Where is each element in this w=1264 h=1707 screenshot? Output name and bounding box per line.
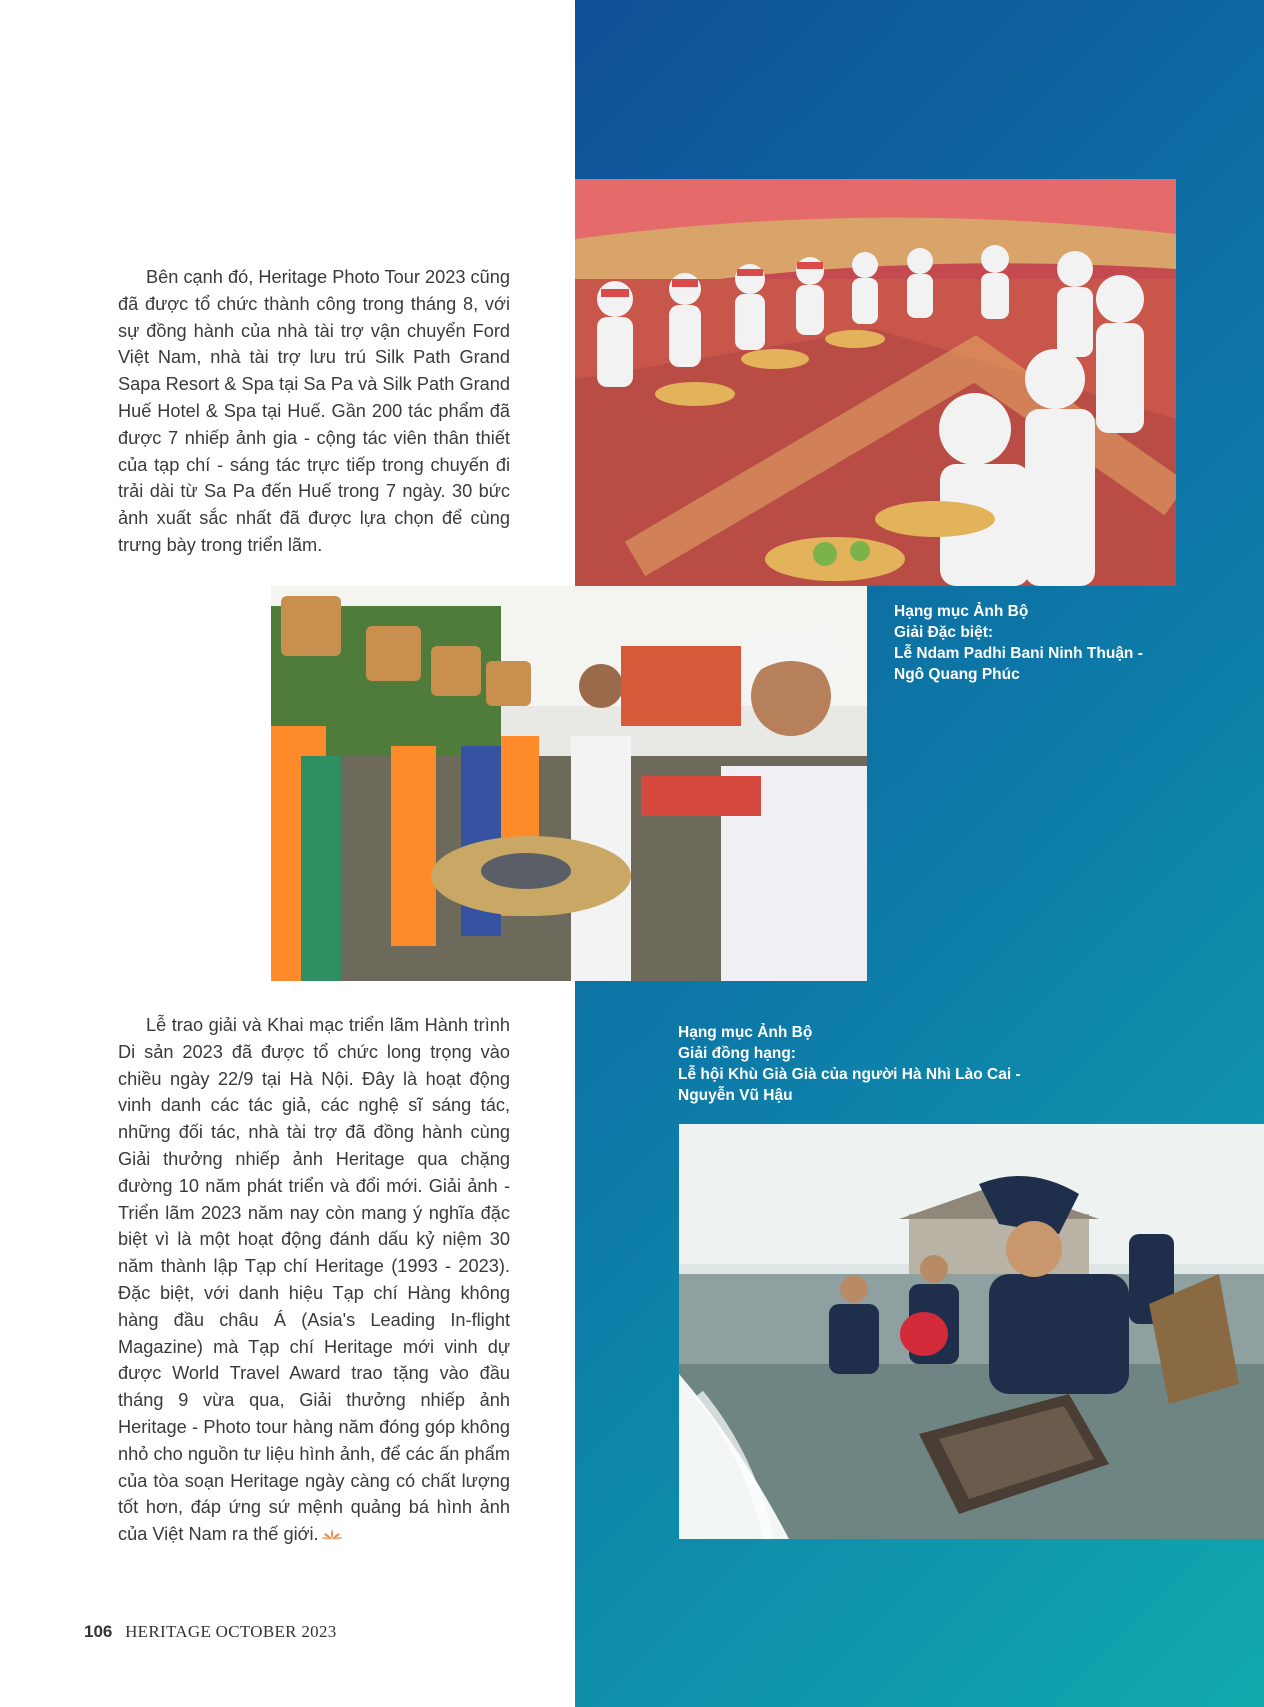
caption-tied-title: Lễ hội Khù Già Già của người Hà Nhì Lào Cai - [678, 1066, 1021, 1083]
page-number: 106 [84, 1622, 113, 1641]
lotus-icon [321, 1528, 343, 1540]
caption-special-title: Lễ Ndam Padhi Bani Ninh Thuận - [894, 645, 1143, 662]
article-paragraph-2-text: Lễ trao giải và Khai mạc triển lãm Hành trình Di sản 2023 đã được tổ chức long trọng vào chiều ngày 22/9 tại Hà Nội. Đây là hoạt động vinh danh các tác giả, các nghệ sĩ sáng tác, những đối tác, nhà tài trợ đã đồng hành cùng Giải thưởng nhiếp ảnh Heritage qua chặng đường 10 năm phát triển và đổi mới. Giải ảnh - Triển lãm 2023 năm nay còn mang ý nghĩa đặc biệt vì là một hoạt động đánh dấu kỷ niệm 30 năm thành lập Tạp chí Heritage (1993 - 2023). Đặc biệt, với danh hiệu Tạp chí Hàng không hàng đầu châu Á (Asia's Leading In-flight Magazine) mà Tạp chí Heritage mới vinh dự được World Travel Award trao tặng vào đầu tháng 9 vừa qua, Giải thưởng nhiếp ảnh Heritage - Photo tour hàng năm đóng góp không nhỏ cho nguồn tư liệu hình ảnh, để các ấn phẩm của tòa soạn Heritage ngày càng có chất lượng tốt hơn, đáp ứng sứ mệnh quảng bá hình ảnh của Việt Nam ra thế giới. [118, 1015, 510, 1545]
caption-tied-author: Nguyễn Vũ Hậu [678, 1087, 793, 1104]
photo-procession-image [271, 586, 867, 981]
caption-special-author: Ngô Quang Phúc [894, 666, 1020, 683]
caption-tied-award: Giải đồng hạng: [678, 1045, 796, 1062]
caption-tied-prize [678, 1022, 1098, 1106]
page-footer [84, 1622, 337, 1642]
photo-ceremony-tent [575, 179, 1176, 586]
photo-water-washing-image [679, 1124, 1264, 1539]
article-paragraph-2 [118, 1012, 510, 1548]
caption-special-award: Giải Đặc biệt: [894, 624, 994, 641]
magazine-issue: HERITAGE OCTOBER 2023 [125, 1622, 337, 1641]
article-paragraph-1: Bên cạnh đó, Heritage Photo Tour 2023 cũng đã được tổ chức thành công trong tháng 8, với sự đồng hành của nhà tài trợ vận chuyển Ford Việt Nam, nhà tài trợ lưu trú Silk Path Grand Sapa Resort & Spa tại Sa Pa và Silk Path Grand Huế Hotel & Spa tại Huế. Gần 200 tác phẩm đã được 7 nhiếp ảnh gia - cộng tác viên thân thiết của tạp chí - sáng tác trực tiếp trong chuyến đi trải dài từ Sa Pa đến Huế trong 7 ngày. 30 bức ảnh xuất sắc nhất đã được lựa chọn để cùng trưng bày trong triển lãm. [118, 267, 510, 555]
photo-ceremony-tent-image [575, 179, 1176, 586]
caption-tied-category: Hạng mục Ảnh Bộ [678, 1024, 813, 1041]
photo-water-washing [679, 1124, 1264, 1539]
caption-special-prize [894, 601, 1214, 685]
caption-special-category: Hạng mục Ảnh Bộ [894, 603, 1029, 620]
photo-procession [271, 586, 867, 981]
